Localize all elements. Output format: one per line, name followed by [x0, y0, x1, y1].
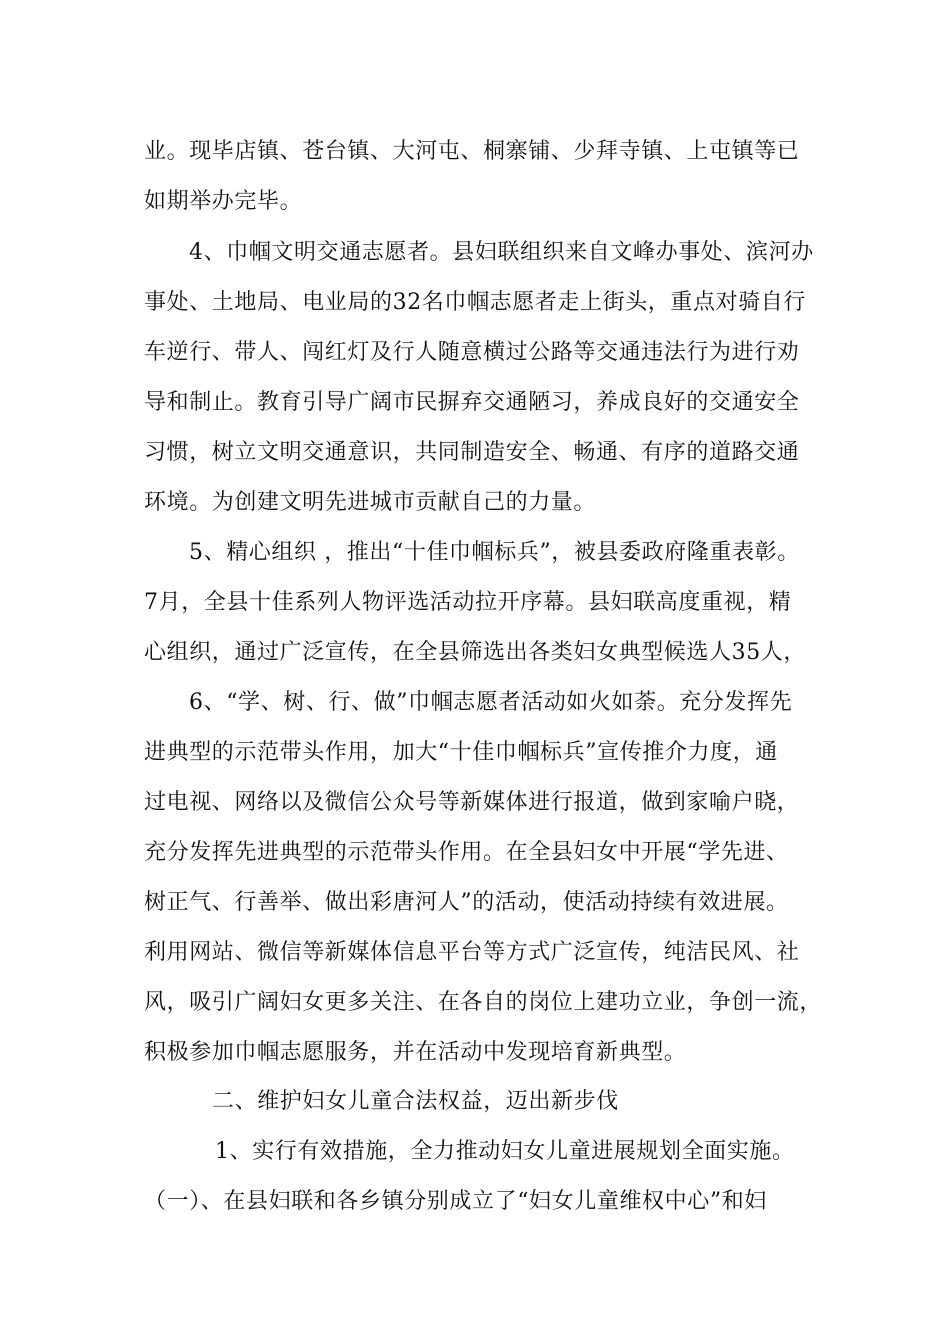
text-line: 6、“学、树、行、做”巾帼志愿者活动如火如荼。充分发挥先: [189, 690, 793, 715]
text-line: 5、精心组织 ，推出“十佳巾帼标兵”，被县委政府隆重表彰。: [189, 540, 800, 565]
text-line: 7月，全县十佳系列人物评选活动拉开序幕。县妇联高度重视，精: [144, 590, 792, 615]
text-line: 4、巾帼文明交通志愿者。县妇联组织来自文峰办事处、滨河办: [189, 240, 814, 265]
text-line: 风，吸引广阔妇女更多关注、在各自的岗位上建功立业，争创一流，: [144, 990, 823, 1015]
text-line: 进典型的示范带头作用，加大“十佳巾帼标兵”宣传推介力度，通: [144, 740, 778, 765]
text-line: 过电视、网络以及微信公众号等新媒体进行报道，做到家喻户晓，: [144, 790, 800, 815]
text-line: 利用网站、微信等新媒体信息平台等方式广泛宣传，纯洁民风、社: [144, 940, 800, 965]
text-line: 积极参加巾帼志愿服务，并在活动中发现培育新典型。: [144, 1040, 687, 1065]
text-line: 环境。为创建文明先进城市贡献自己的力量。: [144, 490, 597, 515]
text-line: 习惯，树立文明交通意识，共同制造安全、畅通、有序的道路交通: [144, 440, 800, 465]
text-line: 车逆行、带人、闯红灯及行人随意横过公路等交通违法行为进行劝: [144, 340, 800, 365]
text-line: 充分发挥先进典型的示范带头作用。在全县妇女中开展“学先进、: [144, 840, 789, 865]
text-line: （一）、在县妇联和各乡镇分别成立了“妇女儿童维权中心”和妇: [144, 1189, 767, 1214]
text-line: 导和制止。教育引导广阔市民摒弃交通陋习，养成良好的交通安全: [144, 390, 800, 415]
section-heading: 二、维护妇女儿童合法权益，迈出新步伐: [212, 1089, 619, 1114]
text-line: 心组织，通过广泛宣传，在全县筛选出各类妇女典型候选人35人，: [144, 640, 806, 665]
text-line: 如期举办完毕。: [144, 189, 303, 214]
text-line: 1、实行有效措施，全力推动妇女儿童进展规划全面实施。: [215, 1139, 795, 1164]
text-line: 业。现毕店镇、苍台镇、大河屯、桐寨铺、少拜寺镇、上屯镇等已: [144, 139, 800, 164]
text-line: 事处、土地局、电业局的32名巾帼志愿者走上街头，重点对骑自行: [144, 290, 806, 315]
text-line: 树正气、行善举、做出彩唐河人”的活动，使活动持续有效进展。: [144, 890, 789, 915]
